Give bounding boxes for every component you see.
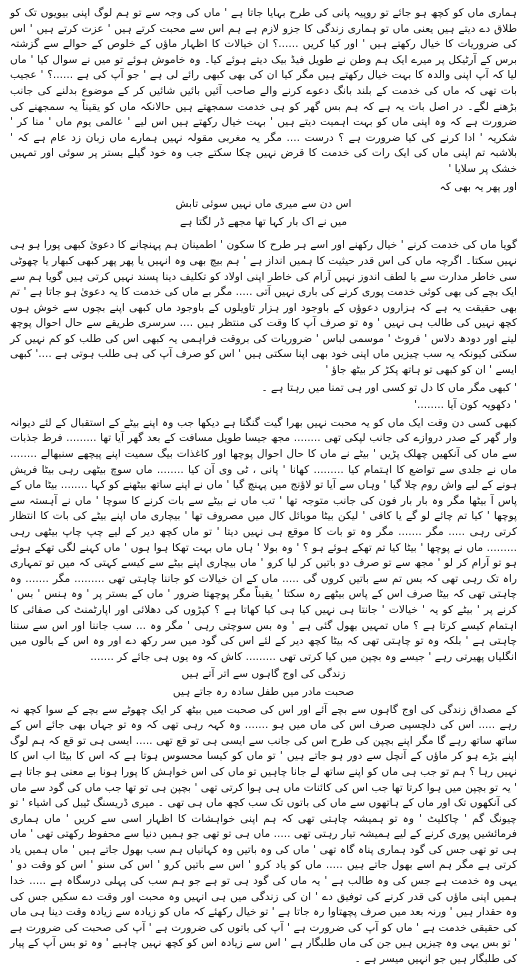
verse-line-3: زندگی کی اوج گاہوں سے اتر آتے ہیں — [181, 668, 346, 681]
verse-line-2: میں نے اک بار کہا تھا مجھے ڈر لگتا ہے — [179, 215, 347, 228]
paragraph-intro: ہماری ماں کو کچھ ہو جائے تو روپیہ پانی کی طرح بہایا جاتا ہے ' ماں کی وجہ سے تو ہم لوگ اپنی بیویوں تک کو طلاق دے دیتے ہیں یعنی ماں تو ہماری زندگی کا جزو لازم ہے ہم اس سے محبت کرتے ہیں ' عزت کرتے ہیں ' اس کی ضروریات کا خیال رکھتے ہیں ' اور کیا کریں ......؟ ان خیالات کا اظہار ماؤں کے خلوص کے حوالے سے گزشتہ برس کے آرٹیکل پر میرے ایک ہم وطن نے طویل فیڈ بیک دیتے ہوئے کیا۔ وہ خاموش ہوئے تو میں نے سوال کیا ' ماں لیا کہ آپ اپنی والدہ کا بہت خیال رکھتے ہیں مگر کیا ان کی بھی کبھی رائے لی ہے ' جو آپ کی ہے ......؟ ' عجیب بات تھی کہ ماں کی خدمت کے بلند بانگ دعوے کرنے والے صاحب آئیں بائیں شائیں کر کے موضوع بدلنے کی جانب بڑھنے لگے۔ در اصل بات یہ ہے کہ ہم بس گھر کو ہی خدمت سمجھتے ہیں حالانکہ ماں کو یقیناً یہ سمجھنے کی ضرورت ہے کہ وہ اپنی ماں کو بہت اہمیت دیتے ہیں ' بہت خیال رکھتے ہیں اس لیے ' عالمی یوم ماں ' منا کر ' شکریہ ' ادا کرنے کی کیا ضرورت ہے ؟ درست .... مگر یہ مغربی مقولہ نہیں ہمارے ماں زبان زد عام ہے کہ ' بلاشبہ تم اپنی ماں کی ایک رات کی خدمت کا قرض نہیں چکا سکتے جب وہ خود گیلے بستر پر سوئی اور تمہیں خشک پر سلایا ' — [10, 7, 517, 175]
verse-line-4: صحبت مادر میں طفل سادہ رہ جاتے ہیں — [172, 685, 355, 698]
verse-lead-in: اور پھر یہ بھی کہ — [439, 180, 517, 193]
verse-line-1: اس دن سے میری ماں نہیں سوئی تابش — [175, 198, 352, 211]
paragraph-closing: کے مصداق زندگی کی اوج گاہوں سے بچے آئے اور اس کی صحبت میں بیٹھ کر ایک چھوٹے سے بچے کے سوا کچھ نہ رہے ..... اس کی دلچسپی صرف اس کی ماں میں ہو ....... وہ کہہ رہی تھی کہ وہ تو جہاں بھی جائے اس کے ساتھ ساتھ رہے گا مگر اپنے بچپن کی طرح اس کی جانب سے ایسی ہی تو قع تھی ..... ایسی ہی تو قع کہ ہم لوگ اپنے بڑے ہو کر ماؤں کے آنچل سے دور ہو جاتے ہیں ' تو ماں کو کیسا محسوس ہوتا ہے کہ اس کا بیٹا اب اس کا نہیں رہا ؟ ہم تو جب ہی ماں کو اپنے ساتھ لے جانا چاہیں تو ماں کی اس خواہش کا پورا ہونا بے معنی ہو جاتا ہے ' یہ تو بچپن میں ہوا کرتا تھا جب اس کی کائنات ماں ہی ہوا کرتی تھی ' بچپن ہی تو تھا جب ماں کی گود سے ماں کی آنکھوں تک اور ماں کے ہاتھوں سے ماں کی باتوں تک سب کچھ ماں ہی تھی ۔ میری ڈریسنگ ٹیبل کی اشیاء ' تو چیونگ گم ' چاکلیٹ ' وہ تو ہمیشہ چاہتی تھی کہ ہم اپنی خواہشات کا اظہار اسی سے کریں ' ماں ہماری فرمائشیں پوری کرنے کے لیے ہمیشہ تیار رہتی تھی ..... ماں ہی تو تھی جو ہمیں دنیا سے محفوظ رکھتی تھی ' ماں ہی تو تھی جس کی گود ہماری پناہ گاہ تھی ' ماں کی وہ باتیں وہ کہانیاں ہم سب بھول جاتے ہیں ' ماں ہمیں یاد کرتی ہے مگر ہم اسے بھول جاتے ہیں ..... ماں کو یاد کرو ' اس سے باتیں کرو ' اس کی سنو ' اس کو وقت دو ' یہی وہ خدمت ہے جس کی وہ طالب ہے ' یہ ماں کی گود ہی تو ہے جو ہم سب کی پہلی درسگاہ ہے ..... خدا ہمیں اپنی ماؤں کی قدر کرنے کی توفیق دے ' ان کی زندگی میں ہی انہیں وہ محبت اور وقت دے سکیں جس کی وہ حقدار ہیں ' ورنہ بعد میں صرف پچھتاوا رہ جاتا ہے ' تو خیال رکھئے کہ ماں کو زیادہ سے زیادہ وقت دینا ہی ماں کی حقیقی خدمت ہے ' ماں کو آپ کی ضرورت ہے ' آپ کی باتوں کی ضرورت ہے ' آپ کی صحبت کی ضرورت ہے ' تو بس یہی وہ چیزیں ہیں جن کی ماں طلبگار ہے ' اس سے زیادہ اس کو کچھ نہیں چاہیے ' وہ تو بس آپ کے پیار کی طلبگار ہیں جو انہیں میسر ہے ۔ — [10, 703, 517, 966]
quote-who-came: ' دکھویہ کون آیا ........' — [414, 399, 517, 412]
paragraph-story: کبھی کسی دن وقت ایک ماں کو یہ محبت نہیں بھرا گیت گنگنا ہے دیکھا جب وہ اپنے بیٹے کے استقبال کے لئے دیوانہ وار گھر کے صدر دروازے کی جانب لپکی تھی ........ مجھ جیسا طویل مسافت کے بعد گھر آیا تھا ......... فرط جذبات سے ماں کی آنکھیں چھلک پڑیں ' بیٹے نے ماں کا حال احوال پوچھا اور کاغذات بیگ سمیت اپنے پیچھے سنبھالے ........ ماں نے جلدی سے تواضع کا اہتمام کیا ......... کھانا ' پانی ، ٹی وی آن کیا ........ ماں سوچ بیٹھی رہی بیٹا فریش ہونے کے لیے واش روم چلا گیا ' وہاں سے آیا تو لاؤنج میں پہنچ گیا ' ماں نے اپنے ساتھ بیٹھنے کو کہا ........ بیٹا ماں کے پاس آ بیٹھا مگر وہ بار بار فون کی جانب متوجہ تھا ' تب ماں نے بیٹے سے بات کرنے کا سوچا ' ماں نے آہستہ سے پوچھا ' کیا تم چائے لو گے یا کافی ' لیکن بیٹا موبائل کال میں مصروف تھا ' بیچاری ماں اپنے بیٹے کی بات کا انتظار کرتی رہی ..... مگر ....... مگر وہ تو بات کا موقع ہی نہیں دیتا ' تو ماں کچھ دیر کے لیے چپ چاپ بیٹھی رہی ......... ماں نے پوچھا ' بیٹا کیا تم تھکے ہوئے ہو ؟ ' وہ بولا ' ہاں ماں بہت تھکا ہوا ہوں ' ماں کہنے لگی تھکے ہوئے ہو تو آرام کر لو ' مجھ سے تو صرف دو باتیں کر لیا کرو ' ماں بیچاری اپنے بیٹے سے کیسے کہتی کہ میں تو تمہاری راہ تک رہی تھی کہ بس تم سے باتیں کروں گی ..... ماں کے ان خیالات کو جاننا چاہتی تھی ......... مگر ....... وہ چاہتی تھی کہ بیٹا صرف اس کے پاس بیٹھے رہ سکتا ' یقیناً مگر پوچھتا ضرور ' ماں کے بستر پر ' وہ ہنس ' بس ' کرنے پر ' بیٹے کو یہ ' خیالات ' جانتا ہی نہیں کیا ہی کیا کھاتا ہے ؟ کپڑوں کی دھلائی اور اپارٹمنٹ کی صفائی کا اہتمام کیسے کرتا ہے ؟ ماں تمہیں بھول گئی ہے ' وہ بس سوچتی رہی ' مگر وہ ... سب جاننا اور اس سے سننا چاہتی ہے ' بلکہ وہ تو چاہتی تھی کہ بیٹا کچھ دیر کے لئے اس کی گود میں سر رکھ دے اور وہ اس کے بالوں میں انگلیاں پھیرتی رہے ' جیسے وہ بچپن میں کیا کرتی تھی ......... کاش کہ وہ یوں ہی جائے کر ....... — [10, 416, 517, 663]
paragraph-service: گویا ماں کی خدمت کرنے ' خیال رکھنے اور اسے ہر طرح کا سکون ' اطمینان ہم پہنچانے کا دعویٰ کبھی پورا ہو ہی نہیں سکتا۔ اگرچہ ماں کی اس قدر حیثیت کا ہمیں انداز ہے ' ہم بیچ بھی وہ انہیں یا پھر پھر کبھی کبھار یا چھوٹی سی خاطر مدارت سے یا لطف اندوز نہیں آرام کی خاطر اپنی اولاد کو تکلیف دینا پسند نہیں کرتی ہیں گویا ہم سے ایک بچے کی بھی کوئی خدمت پوری کرنے کی باری نہیں آتی ..... مگر بے ماں کی خدمت کا یہ دعویٰ ہو جاتا ہے ' تم بھی حقیقت یہ ہے کہ ہزاروں دعوؤں کے باوجود اور ہزار تاویلوں کے باوجود ماں کبھی اپنے بچوں سے خوش ہوں کچھ نہیں کی طالب ہی نہیں ' وہ تو صرف آپ کا وقت کی منتظر ہیں .... سرسری طریقے سے حال احوال پوچھ لینے اور دودھ دلاس ' فروٹ ' موسمی لباس ' ضروریات کی بروقت فراہمی یہ کبھی اس کی طلب کو کم نہیں کر سکتی کیونکہ یہ سب چیزیں ماں اپنی خود بھی اپنا سکتی ہیں ' اس کو صرف آپ کی ہی طلب ہوتی ہے ....' کبھی ایسے ' ان کو کبھی تو ہاتھ پکڑ کر بیٹھ جاؤ ' — [10, 239, 517, 377]
paragraph-heart: ' کبھی مگر ماں کا دل تو کسی اور ہی تمنا میں رہتا ہے ۔ — [261, 381, 517, 394]
